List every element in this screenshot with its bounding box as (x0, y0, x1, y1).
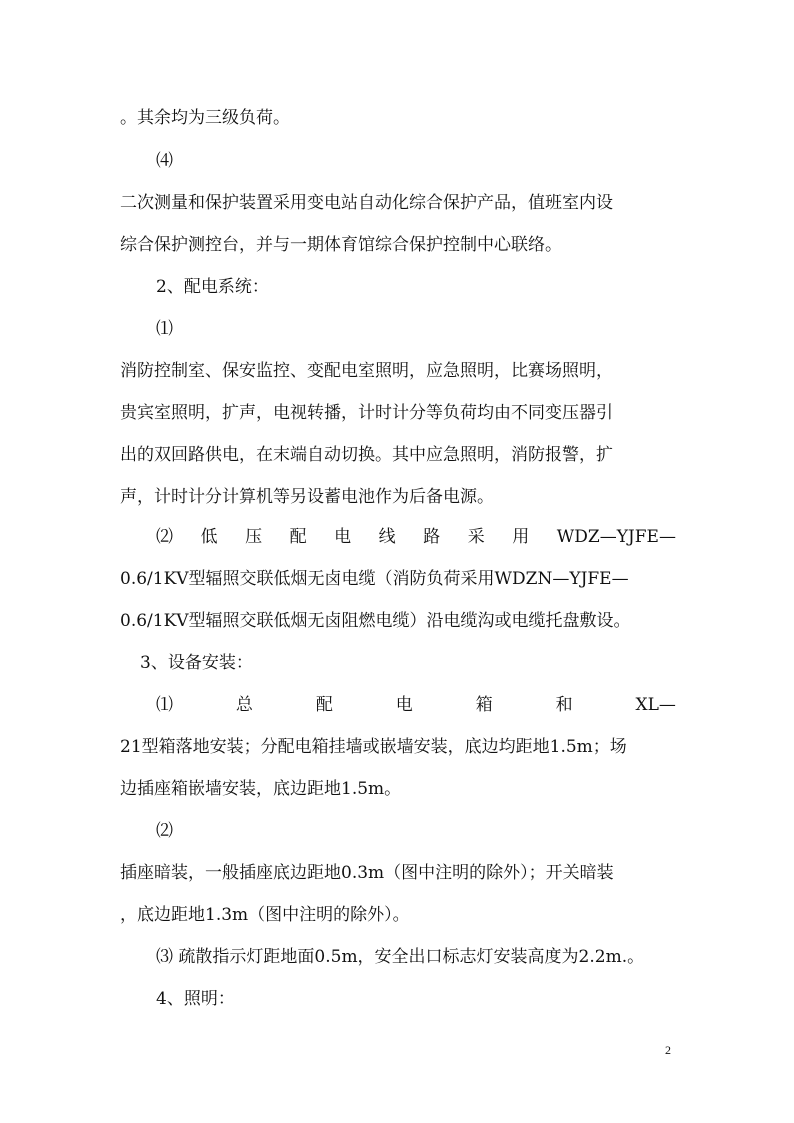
section-heading: 3、设备安装： (140, 653, 253, 673)
word: XL— (635, 695, 676, 715)
word: 线 (378, 527, 396, 547)
list-marker: ⑵ (156, 527, 173, 547)
text-line: 0.6/1KV型辐照交联低烟无卤电缆（消防负荷采用WDZN—YJFE— (120, 569, 629, 589)
justified-line (156, 694, 676, 716)
word: 箱 (475, 695, 493, 715)
text-line: 21型箱落地安装；分配电箱挂墙或嵌墙安装，底边均距地1.5m；场 (120, 737, 627, 757)
word: 电 (395, 695, 413, 715)
word: 压 (245, 527, 263, 547)
word: WDZ—YJFE— (556, 527, 676, 547)
text-line: 贵宾室照明，扩声，电视转播，计时计分等负荷均由不同变压器引 (120, 403, 613, 423)
list-marker: ⑴ (156, 695, 173, 715)
word: 电 (334, 527, 352, 547)
justified-line (156, 526, 676, 548)
text-line: 边插座箱嵌墙安装，底边距地1.5m。 (120, 779, 402, 799)
section-heading: 2、配电系统： (156, 277, 269, 297)
text-line: 声，计时计分计算机等另设蓄电池作为后备电源。 (120, 487, 494, 507)
word: 配 (289, 527, 307, 547)
word: 采 (467, 527, 485, 547)
word: 和 (555, 695, 573, 715)
word: 总 (235, 695, 253, 715)
word: 用 (512, 527, 530, 547)
word: 路 (423, 527, 441, 547)
word: 低 (200, 527, 218, 547)
text-line: 0.6/1KV型辐照交联低烟无卤阻燃电缆）沿电缆沟或电缆托盘敷设。 (120, 611, 631, 631)
list-marker: ⑵ (156, 821, 173, 841)
text-line: 出的双回路供电，在末端自动切换。其中应急照明，消防报警，扩 (120, 445, 613, 465)
section-heading: 4、照明： (156, 989, 235, 1009)
text-line: 二次测量和保护装置采用变电站自动化综合保护产品，值班室内设 (120, 193, 613, 213)
text-line: 。其余均为三级负荷。 (120, 108, 290, 128)
word: 配 (315, 695, 333, 715)
list-marker: ⑴ (156, 319, 173, 339)
text-line: 消防控制室、保安监控、变配电室照明，应急照明，比赛场照明， (120, 361, 613, 381)
text-line: 插座暗装，一般插座底边距地0.3m（图中注明的除外）；开关暗装 (120, 863, 614, 883)
text-line: ，底边距地1.3m（图中注明的除外）。 (120, 905, 410, 925)
text-line: ⑶ 疏散指示灯距地面0.5m，安全出口标志灯安装高度为2.2m.。 (156, 947, 645, 967)
list-marker: ⑷ (156, 151, 173, 171)
page-number: 2 (665, 1043, 671, 1057)
text-line: 综合保护测控台，并与一期体育馆综合保护控制中心联络。 (120, 235, 562, 255)
